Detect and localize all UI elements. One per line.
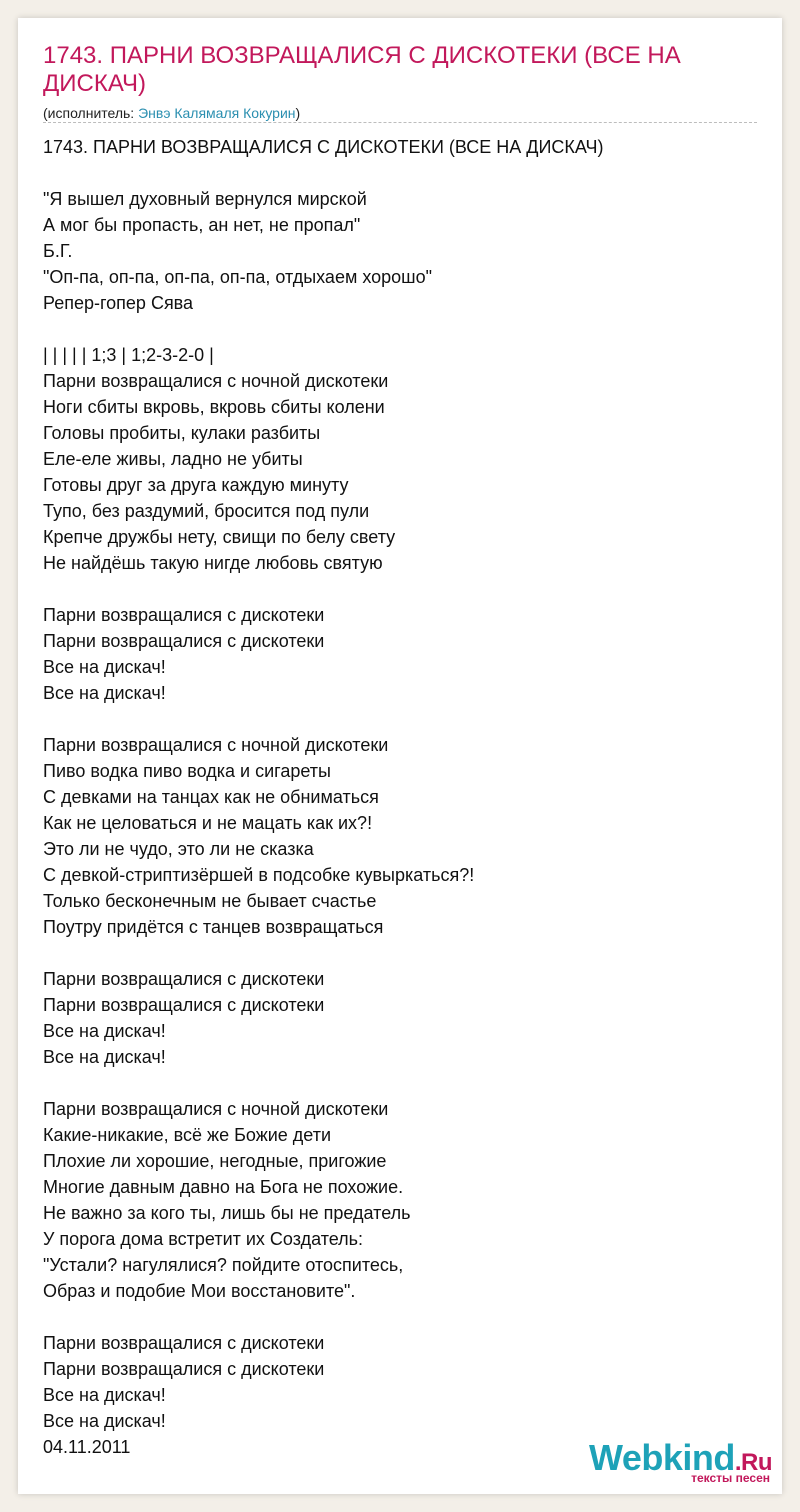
artist-suffix: ) <box>295 105 301 121</box>
song-title: 1743. ПАРНИ ВОЗВРАЩАЛИСЯ С ДИСКОТЕКИ (ВСЕ НА ДИСКАЧ) <box>43 42 681 97</box>
site-logo[interactable] <box>588 1437 772 1485</box>
logo-brand: Webkind <box>588 1437 735 1478</box>
artist-prefix: (исполнитель: <box>43 105 139 121</box>
logo-tld: .Ru <box>734 1449 772 1476</box>
artist-line <box>43 104 300 122</box>
logo-tagline: тексты песен <box>691 1471 770 1485</box>
artist-link[interactable]: Энвэ Калямаля Кокурин <box>138 105 296 121</box>
lyrics-text: 1743. ПАРНИ ВОЗВРАЩАЛИСЯ С ДИСКОТЕКИ (ВСЕ НА ДИСКАЧ) "Я вышел духовный вернулся мирской А мог бы пропасть, ан нет, не пропал" Б.Г. "Оп-па, оп-па, оп-па, оп-па, отдыхаем хорошо" Репер-гопер Сява | | | | | 1;3 | 1;2-3-2-0 | Парни возвращалися с ночной дискотеки Ноги сбиты вкровь, вкровь сбиты колени Головы пробиты, кулаки разбиты Еле-еле живы, ладно не убиты Готовы друг за друга каждую минуту Тупо, без раздумий, бросится под пули Крепче дружбы нету, свищи по белу свету Не найдёшь такую нигде любовь святую Парни возвращалися с дискотеки Парни возвращалися с дискотеки Все на дискач! Все на дискач! Парни возвращалися с ночной дискотеки Пиво водка пиво водка и сигареты С девками на танцах как не обниматься Как не целоваться и не мацать как их?! Это ли не чудо, это ли не сказка С девкой-стриптизёршей в подсобке кувыркаться?! Только бесконечным не бывает счастье Поутру придётся с танцев возвращаться Парни возвращалися с дискотеки Парни возвращалися с дискотеки Все на дискач! Все на дискач! Парни возвращалися с ночной дискотеки Какие-никакие, всё же Божие дети Плохие ли хорошие, негодные, пригожие Многие давным давно на Бога не похожие. Не важно за кого ты, лишь бы не предатель У порога дома встретит их Создатель: "Устали? нагулялися? пойдите отоспитесь, Образ и подобие Мои восстановите". Парни возвращалися с дискотеки Парни возвращалися с дискотеки Все на дискач! Все на дискач! 04.11.2011 <box>43 137 604 1457</box>
title-divider <box>43 122 757 123</box>
